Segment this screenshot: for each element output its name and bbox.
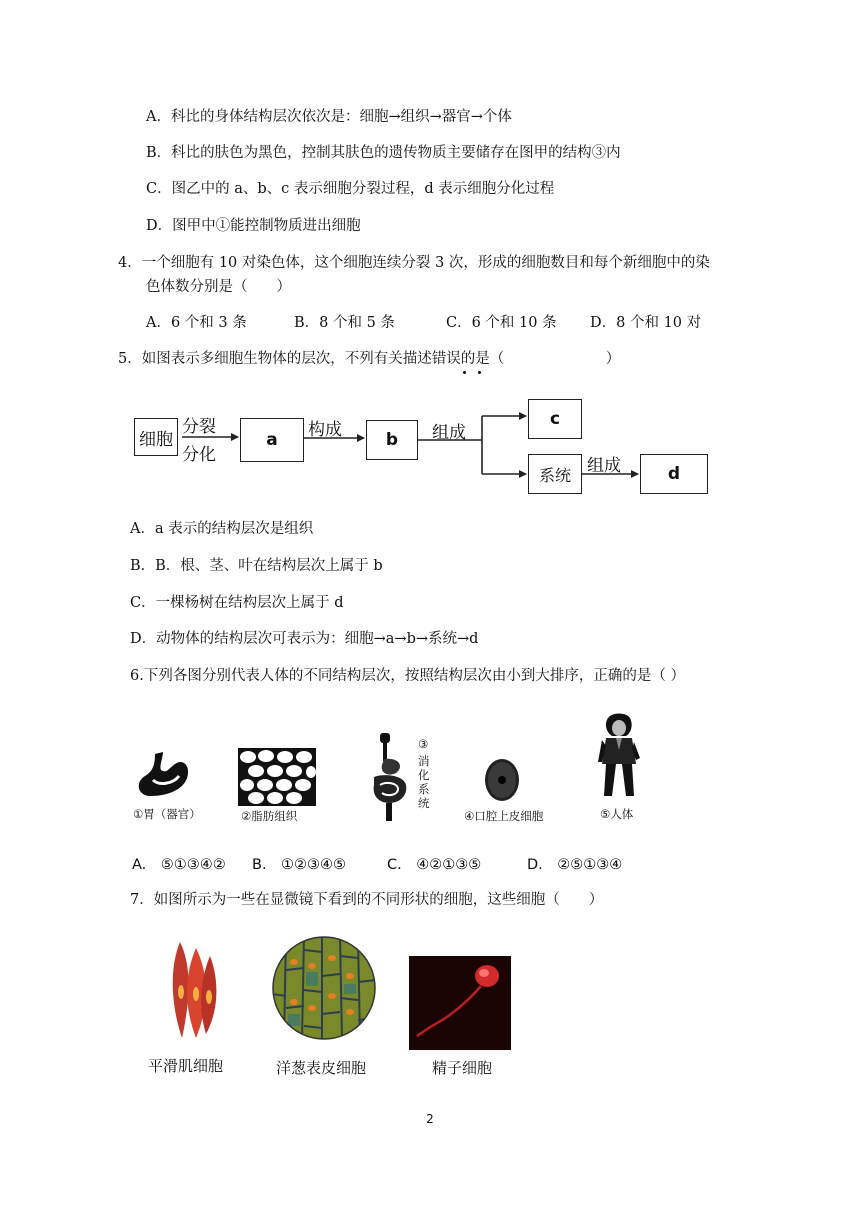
label-compose-3: 组成 — [587, 456, 621, 476]
caption-human: ⑤人体 — [600, 807, 634, 821]
q4-stem-line2: 色体数分别是（ ） — [146, 279, 291, 295]
fat-tissue-image — [238, 748, 316, 806]
q3-option-b: B．科比的肤色为黑色，控制其肤色的遗传物质主要储存在图甲的结构③内 — [146, 145, 621, 161]
q6-option-a: A. ⑤①③④② — [132, 857, 226, 873]
q4-option-b: B．8 个和 5 条 — [294, 315, 395, 331]
caption-digestive: 消化系统 — [418, 754, 430, 810]
digestive-system-image — [370, 733, 414, 825]
q5-option-b: B．B．根、茎、叶在结构层次上属于 b — [130, 558, 383, 574]
epithelial-cell-image — [484, 758, 520, 802]
onion-epidermis-image — [272, 936, 376, 1040]
box-c: c — [528, 399, 582, 439]
smooth-muscle-image — [166, 942, 222, 1042]
label-differentiate: 分化 — [182, 445, 216, 465]
label-divide: 分裂 — [182, 417, 216, 437]
caption-fat: ②脂肪组织 — [241, 809, 298, 823]
caption-stomach: ①胃（器官） — [133, 807, 201, 821]
caption-sperm: 精子细胞 — [432, 1059, 493, 1077]
q4-option-d: D．8 个和 10 对 — [590, 315, 702, 331]
caption-digestive-number: ③ — [418, 737, 429, 751]
human-body-image — [596, 712, 642, 798]
box-system: 系统 — [528, 454, 582, 494]
q6-option-d: D. ②⑤①③④ — [527, 857, 623, 873]
q6-option-b: B. ①②③④⑤ — [252, 857, 347, 873]
diagram-arrows — [0, 0, 860, 520]
q3-option-c: C．图乙中的 a、b、c 表示细胞分裂过程，d 表示细胞分化过程 — [146, 181, 555, 197]
q5-option-d: D．动物体的结构层次可表示为：细胞→a→b→系统→d — [130, 631, 479, 647]
box-cell: 细胞 — [134, 418, 178, 456]
q6-stem: 6.下列各图分别代表人体的不同结构层次，按照结构层次由小到大排序，正确的是（ ） — [130, 668, 685, 684]
box-b: b — [366, 420, 418, 460]
q4-stem-line1: 4．一个细胞有 10 对染色体，这个细胞连续分裂 3 次，形成的细胞数目和每个新细胞中的染 — [118, 255, 710, 271]
q7-stem: 7．如图所示为一些在显微镜下看到的不同形状的细胞，这些细胞（ ） — [130, 892, 604, 908]
box-d: d — [640, 454, 708, 494]
caption-smooth-muscle: 平滑肌细胞 — [148, 1057, 224, 1075]
page-number: 2 — [426, 1112, 434, 1126]
caption-cell: ④口腔上皮细胞 — [464, 809, 544, 823]
label-compose-1: 构成 — [308, 420, 342, 440]
stomach-image — [133, 750, 193, 800]
caption-onion-epidermis: 洋葱表皮细胞 — [276, 1059, 367, 1077]
q5-option-c: C．一棵杨树在结构层次上属于 d — [130, 595, 344, 611]
q3-option-d: D．图甲中①能控制物质进出细胞 — [146, 218, 361, 234]
q4-option-a: A．6 个和 3 条 — [146, 315, 247, 331]
q3-option-a: A．科比的身体结构层次依次是：细胞→组织→器官→个体 — [146, 109, 512, 125]
label-compose-2: 组成 — [432, 423, 466, 443]
q5-option-a: A．a 表示的结构层次是组织 — [130, 521, 314, 537]
box-a: a — [240, 418, 304, 462]
sperm-cell-image — [409, 956, 511, 1050]
q4-option-c: C．6 个和 10 条 — [446, 315, 557, 331]
q5-stem: 5．如图表示多细胞生物体的层次，不列有关描述错误的是（ ） — [118, 351, 621, 367]
q6-option-c: C. ④②①③⑤ — [387, 857, 482, 873]
